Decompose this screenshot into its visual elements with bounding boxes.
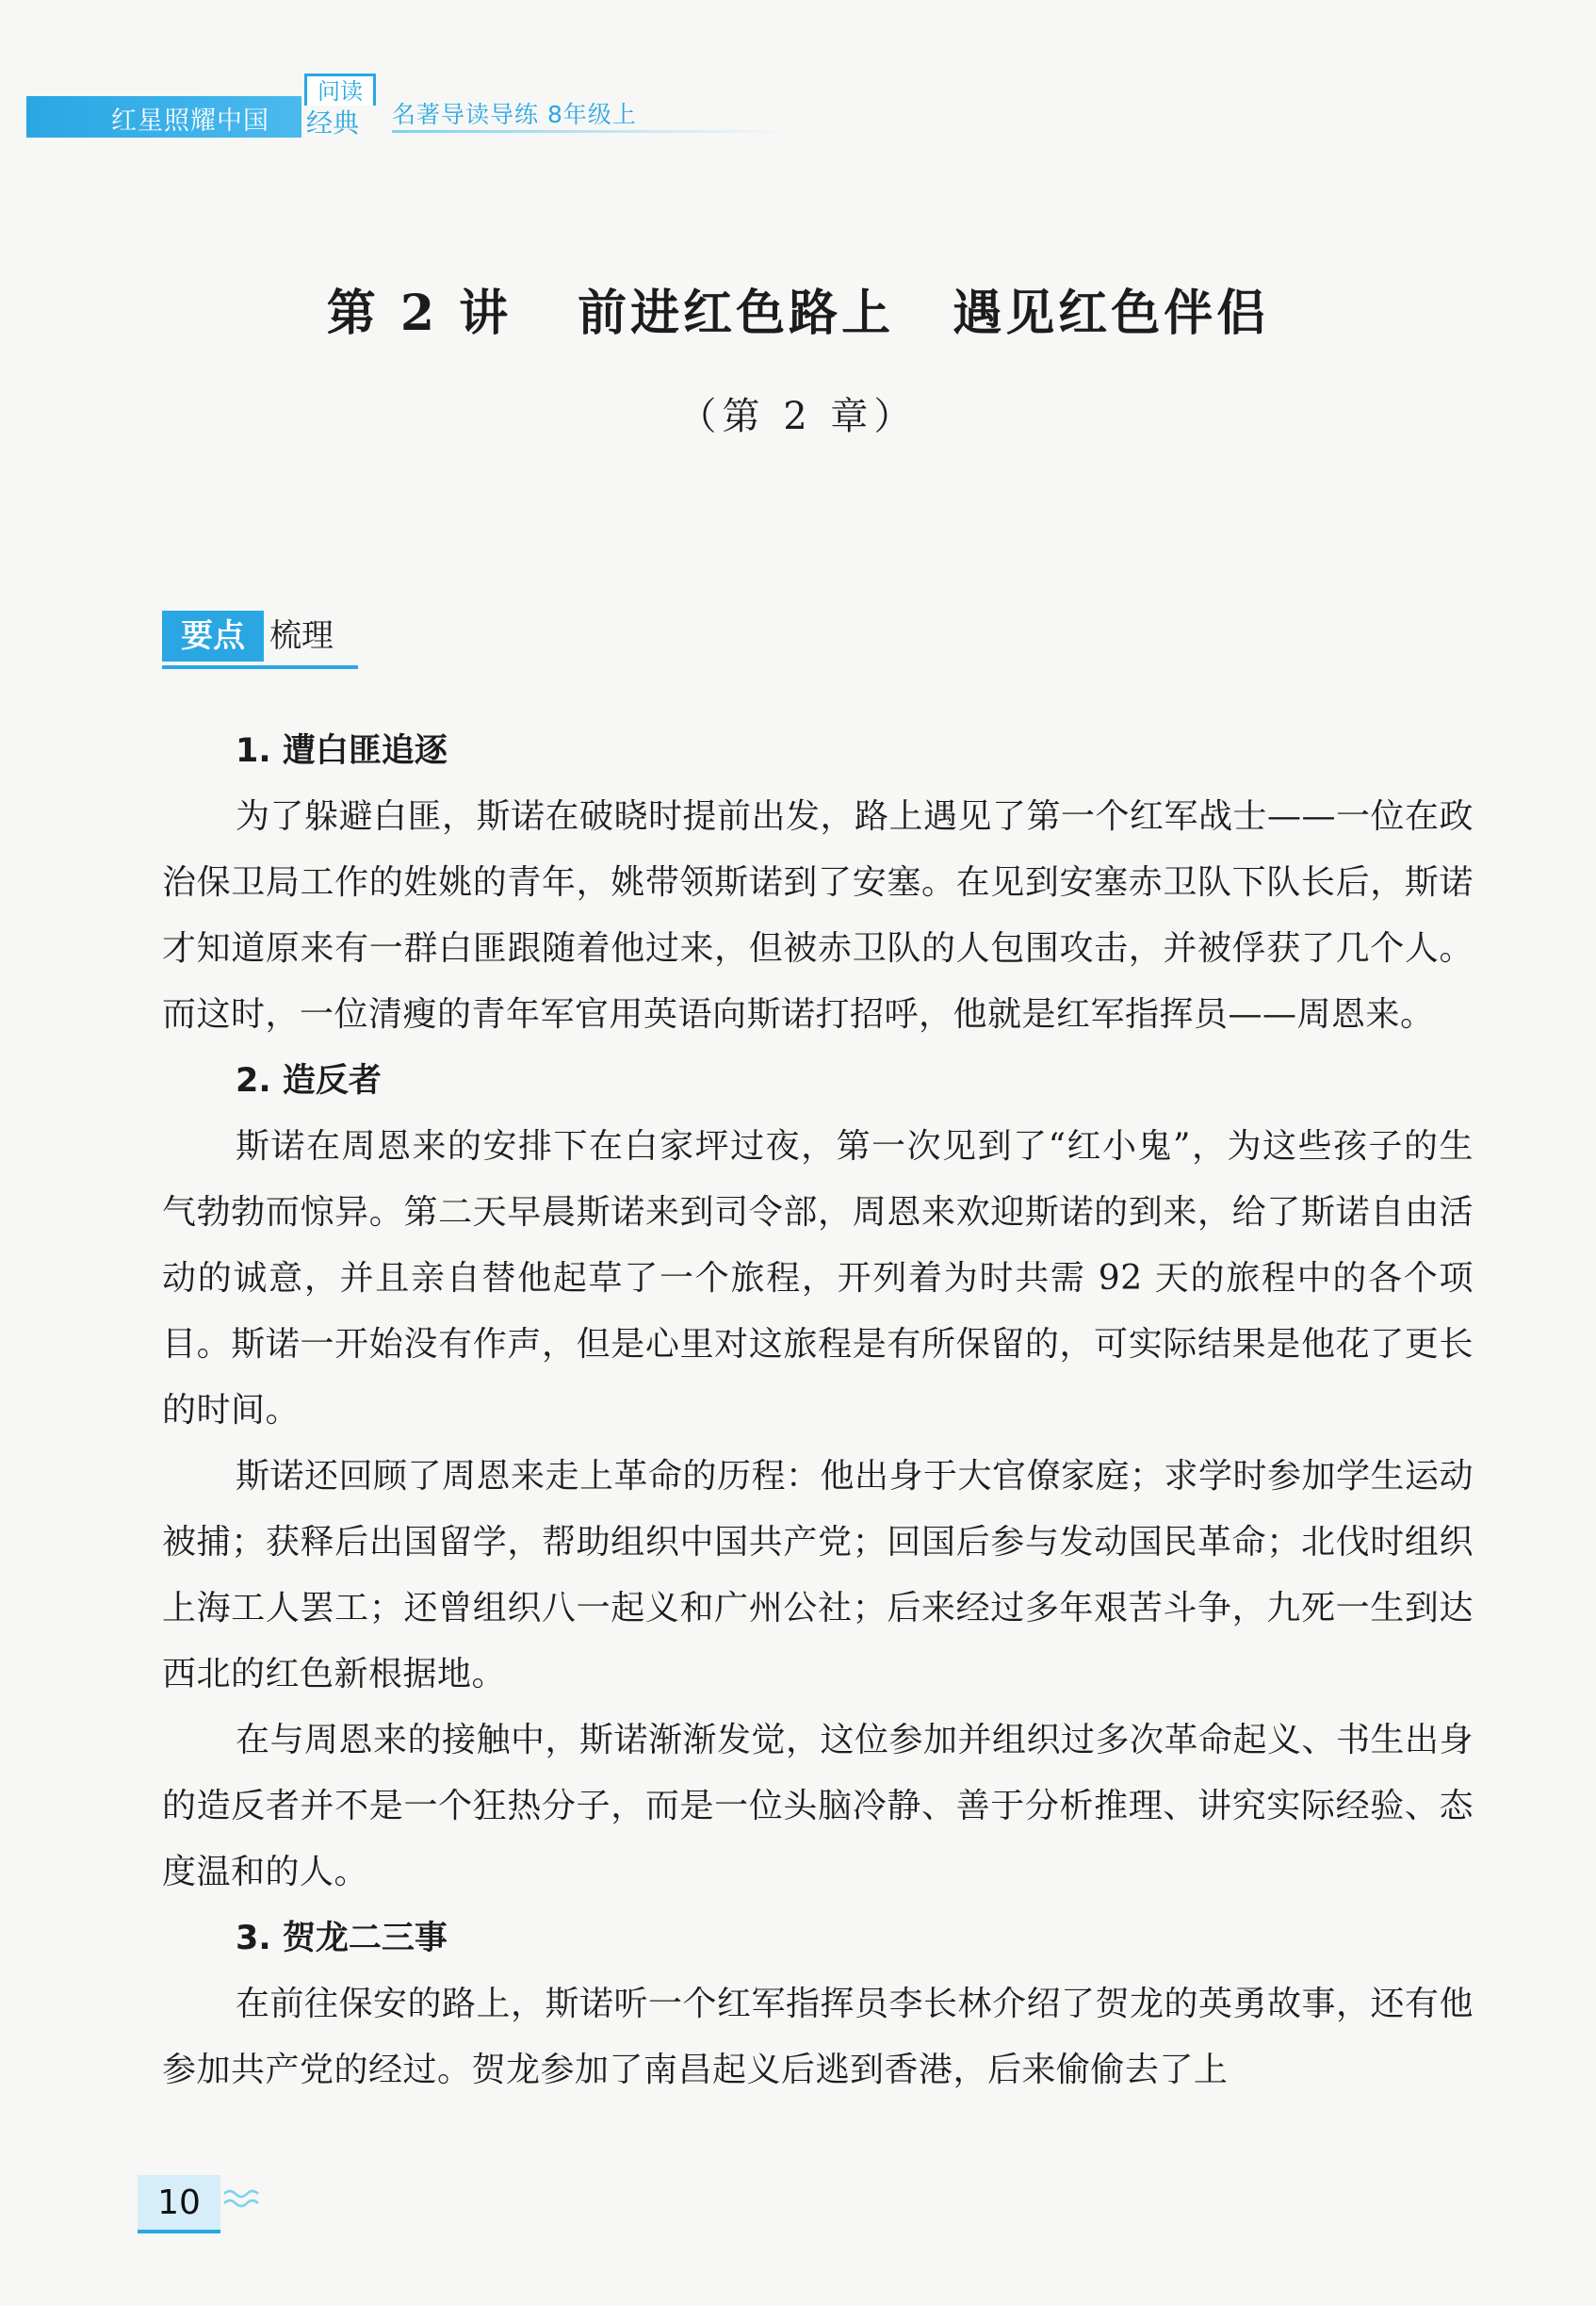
header-divider: [392, 130, 788, 133]
paragraph: 在与周恩来的接触中，斯诺渐渐发觉，这位参加并组织过多次革命起义、书生出身的造反者并不是一个狂热分子，而是一位头脑冷静、善于分析推理、讲究实际经验、态度温和的人。: [162, 1721, 1474, 1891]
paragraph: 斯诺在周恩来的安排下在白家坪过夜，第一次见到了“红小鬼”，为这些孩子的生气勃勃而惊异。第二天早晨斯诺来到司令部，周恩来欢迎斯诺的到来，给了斯诺自由活动的诚意，并且亲自替他起草了一个旅程，开列着为时共需 92 天的旅程中的各个项目。斯诺一开始没有作声，但是心里对这旅程是有所保留的，可实际结果是他花了更长的时间。: [162, 1127, 1474, 1430]
section-tag-text: 梳理: [269, 617, 334, 655]
main-content: [162, 718, 1474, 2103]
page-number: 10: [138, 2175, 220, 2233]
logo-bottom-text: 经典: [306, 107, 360, 139]
section-tag-highlight: 要点: [162, 611, 264, 662]
book-title: 红星照耀中国: [111, 106, 269, 136]
series-title: 名著导读导练 8年级上: [392, 101, 637, 128]
chapter-label: （第 2 章）: [678, 395, 918, 438]
section-heading: 2. 造反者: [236, 1062, 382, 1100]
section-heading: 3. 贺龙二三事: [236, 1920, 448, 1957]
lesson-title-part1: 前进红色路上: [578, 285, 895, 342]
section-tag-underline: [162, 665, 358, 669]
paragraph: 在前往保安的路上，斯诺听一个红军指挥员李长林介绍了贺龙的英勇故事，还有他参加共产党的经过。贺龙参加了南昌起义后逃到香港，后来偷偷去了上: [162, 1985, 1474, 2089]
section-heading: 1. 遭白匪追逐: [236, 732, 448, 770]
paragraph: 斯诺还回顾了周恩来走上革命的历程：他出身于大官僚家庭；求学时参加学生运动被捕；获释后出国留学，帮助组织中国共产党；回国后参与发动国民革命；北伐时组织上海工人罢工；还曾组织八一起义和广州公社；后来经过多年艰苦斗争，九死一生到达西北的红色新根据地。: [162, 1457, 1474, 1693]
logo-top-text: 问读: [304, 74, 376, 106]
page-header: [26, 74, 780, 143]
lesson-title-part2: 遇见红色伴侣: [953, 285, 1270, 342]
paragraph: 为了躲避白匪，斯诺在破晓时提前出发，路上遇见了第一个红军战士——一位在政治保卫局工作的姓姚的青年，姚带领斯诺到了安塞。在见到安塞赤卫队下队长后，斯诺才知道原来有一群白匪跟随着他过来，但被赤卫队的人包围攻击，并被俘获了几个人。而这时，一位清瘦的青年军官用英语向斯诺打招呼，他就是红军指挥员——周恩来。: [162, 797, 1474, 1034]
series-logo: [304, 74, 399, 141]
lesson-title: [0, 273, 1596, 344]
wave-decoration-icon: [222, 2184, 260, 2213]
section-tag: [162, 611, 360, 671]
lesson-number: 第 2 讲: [326, 285, 513, 342]
